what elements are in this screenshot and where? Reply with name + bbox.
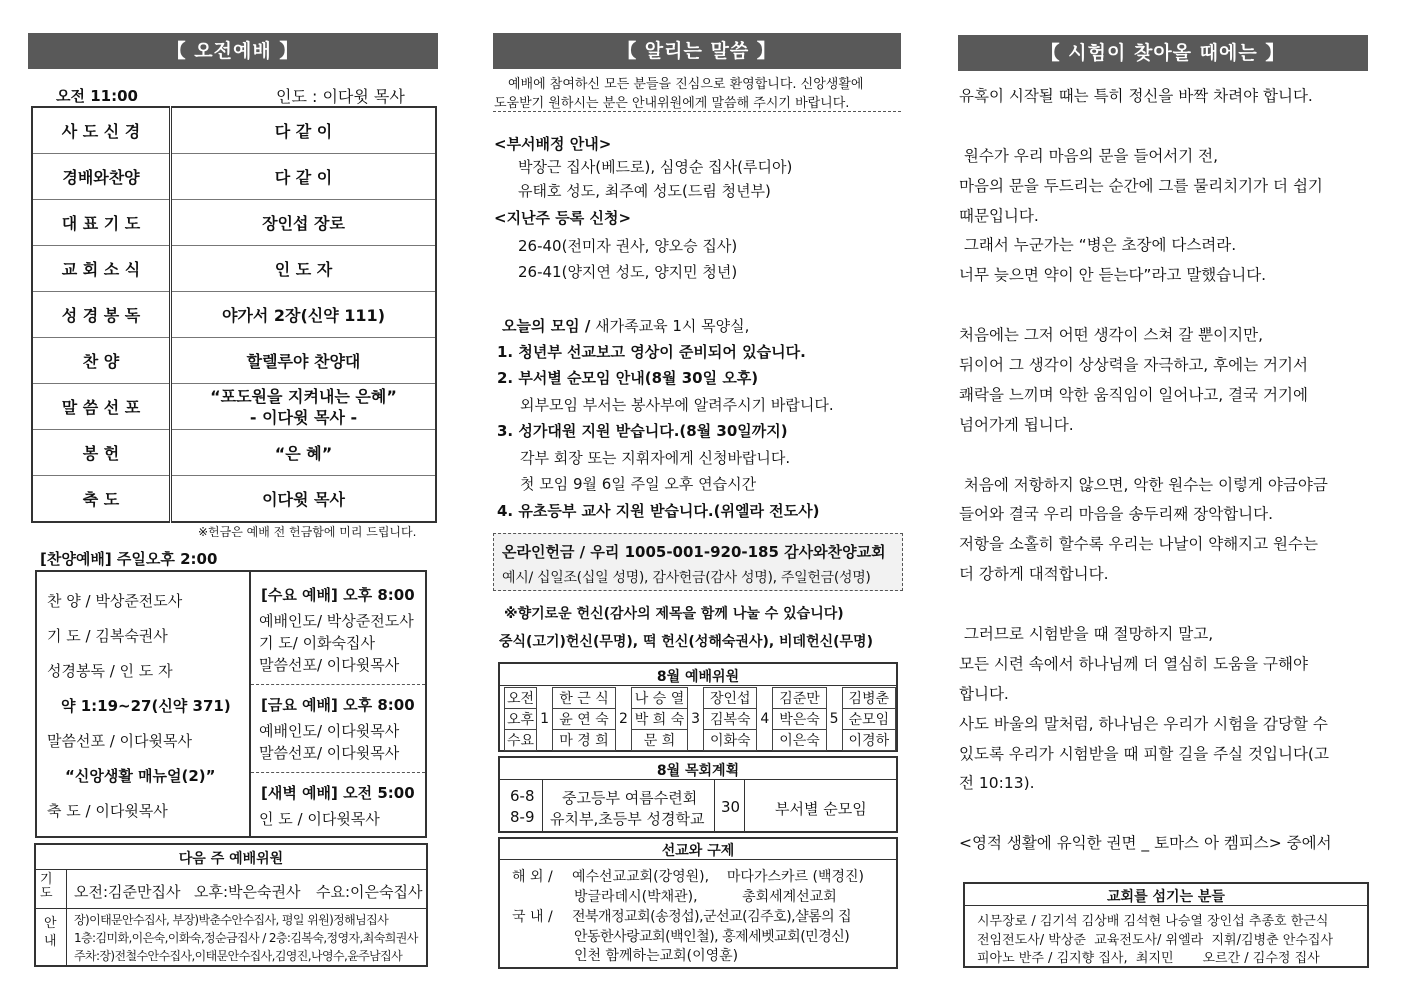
- divider: [66, 908, 67, 965]
- divider: [714, 779, 715, 831]
- afternoon-praise: 찬 양 / 박상준전도사: [47, 592, 183, 610]
- staff-name-cell: 마 경 희: [553, 730, 616, 751]
- staff-name-cell: 한 근 식: [553, 688, 616, 709]
- domestic-line1: 전북개정교회(송정섭),군선교(김주호),샬롬의 집: [572, 909, 852, 925]
- divider: [36, 908, 426, 909]
- notice-3-detail1: 각부 회장 또는 지휘자에게 신청바랍니다.: [520, 449, 791, 467]
- dawn-leader: 인 도 / 이다윗목사: [259, 810, 380, 828]
- wed-prayer: 기 도/ 이화숙집사: [259, 634, 376, 652]
- domestic-label: 국 내 /: [512, 909, 553, 925]
- meeting-text: 새가족교육 1시 목양실,: [590, 317, 750, 335]
- essay-line: 때문입니다.: [959, 206, 1039, 225]
- guide-line3: 주차:장)전철수안수집사,이태문안수집사,김영진,나영수,윤주남집사: [74, 949, 403, 963]
- divider: [36, 869, 426, 870]
- dept-line2: 유태호 성도, 최주예 성도(드림 청년부): [518, 182, 771, 200]
- august-plan-box: [498, 756, 898, 833]
- divider: [744, 779, 745, 831]
- sermon-title: “포도원을 지켜내는 은혜”: [210, 386, 397, 406]
- service-value: [171, 384, 437, 430]
- afternoon-prayer: 기 도 / 김복숙권사: [47, 627, 168, 645]
- church-staff-ministers: 전임전도사/ 박상준 교육전도사/ 위엘라 지휘/김병춘 안수집사: [977, 933, 1334, 948]
- plan-date2: 8-9: [510, 808, 535, 826]
- fragrant-offering-title: ※향기로운 헌신(감사의 제목을 함께 나눌 수 있습니다): [504, 606, 844, 622]
- overseas-line1: 예수선교교회(강영원), 마다가스카르 (백경진): [572, 869, 864, 885]
- staff-name-cell: 김병춘: [842, 688, 895, 709]
- notice-2-detail: 외부모임 부서는 봉사부에 알려주시기 바랍니다.: [520, 396, 834, 414]
- essay-line: 저항을 소홀히 할수록 우리는 나날이 약해지고 원수는: [959, 535, 1318, 554]
- essay-line: 더 강하게 대적합니다.: [959, 565, 1109, 584]
- fri-sermon: 말씀선포/ 이다윗목사: [259, 744, 400, 762]
- service-value: 다 같 이: [171, 107, 437, 154]
- overseas-line2: 방글라데시(박채관), 총회세계선교회: [574, 889, 837, 905]
- essay-line: 모든 시련 속에서 하나님께 더 열심히 도움을 구해야: [959, 654, 1308, 673]
- afternoon-benediction: 축 도 / 이다윗목사: [47, 802, 168, 820]
- divider: [500, 859, 896, 860]
- next-week-box: [34, 843, 428, 967]
- online-offering-box: [493, 533, 903, 591]
- next-week-title: 다음 주 예배위원: [178, 851, 284, 867]
- domestic-line3: 인천 함께하는교회(이영훈): [574, 948, 739, 964]
- afternoon-worship-title: [찬양예배] 주일오후 2:00: [40, 550, 218, 568]
- staff-name-cell: 순모임: [842, 709, 895, 730]
- blank-line: [959, 593, 1371, 623]
- service-label: 찬 양: [32, 338, 171, 384]
- wed-sermon: 말씀선포/ 이다윗목사: [259, 656, 400, 674]
- week-number: 5: [829, 711, 839, 727]
- next-pm: 오후:박은숙권사: [194, 883, 301, 901]
- meeting-label: 오늘의 모임 /: [502, 317, 591, 335]
- service-row: [32, 476, 436, 523]
- sermon-preacher: - 이다윗 목사 -: [249, 407, 358, 427]
- order-of-service-table: [31, 106, 437, 523]
- service-type-cell: 수요: [505, 730, 537, 751]
- staff-name-cell: 김복숙: [704, 709, 757, 730]
- fragrant-offering-list: 중식(고기)헌신(무명), 떡 헌신(성해숙권사), 비데헌신(무명): [499, 634, 873, 650]
- wed-leader: 예배인도/ 박상준전도사: [259, 612, 414, 630]
- divider: [965, 905, 1367, 906]
- temptation-essay: [959, 85, 1371, 862]
- guide-label: 안내: [44, 916, 57, 949]
- blank-line: [959, 294, 1371, 324]
- mission-title: 선교와 구제: [661, 843, 735, 859]
- essay-line: <영적 생활에 유익한 권면 _ 토마스 아 켐피스> 중에서: [959, 834, 1332, 853]
- essay-line: 그러므로 시험받을 때 절망하지 말고,: [959, 625, 1214, 644]
- week-number: 1: [540, 711, 550, 727]
- blank-line: [959, 115, 1371, 145]
- service-row: [32, 107, 436, 154]
- service-label: 성 경 봉 독: [32, 292, 171, 338]
- service-row: [32, 338, 436, 384]
- dept-title: <부서배정 안내>: [494, 135, 612, 153]
- august-staff-row: [505, 688, 896, 709]
- essay-line: 전 10:13).: [959, 774, 1035, 793]
- next-am: 오전:김준만집사: [74, 883, 181, 901]
- guide-line1: 장)이태문안수집사, 부장)박춘수안수집사, 평일 위원)정해님집사: [74, 913, 389, 927]
- registration-title: <지난주 등록 신청>: [494, 209, 632, 227]
- afternoon-scripture: 약 1:19~27(신약 371): [61, 697, 231, 715]
- august-staff-title: 8월 예배위원: [656, 669, 740, 685]
- morning-worship-header: 【 오전예배 】: [28, 33, 438, 69]
- service-row: [32, 200, 436, 246]
- divider: [500, 779, 896, 780]
- week-number: 3: [691, 711, 701, 727]
- august-worship-staff-box: [498, 662, 898, 752]
- online-offering-account: 온라인헌금 / 우리 1005-001-920-185 감사와찬양교회: [502, 543, 886, 561]
- prayer-label: 기도: [40, 872, 53, 901]
- staff-name-cell: 박은숙: [773, 709, 826, 730]
- divider: [500, 685, 896, 686]
- essay-line: 들어와 결국 우리 마음을 송두리째 장악합니다.: [959, 505, 1274, 524]
- afternoon-reading: 성경봉독 / 인 도 자: [47, 662, 173, 680]
- notice-2: 2. 부서별 순모임 안내(8월 30일 오후): [497, 369, 759, 387]
- service-label: 교 회 소 식: [32, 246, 171, 292]
- essay-line: 넘어가게 됩니다.: [959, 415, 1074, 434]
- staff-name-cell: 문 희: [631, 730, 687, 751]
- staff-name-cell: 이은숙: [773, 730, 826, 751]
- plan-date1: 6-8: [510, 787, 535, 805]
- temptation-header: 【 시험이 찾아올 때에는 】: [958, 35, 1368, 71]
- service-type-cell: 오전: [505, 688, 537, 709]
- service-row: [32, 384, 436, 430]
- wed-title: [수요 예배] 오후 8:00: [261, 586, 415, 604]
- service-value: 야가서 2장(신약 111): [171, 292, 437, 338]
- church-staff-title: 교회를 섬기는 분들: [1107, 889, 1225, 905]
- fri-leader: 예배인도/ 이다윗목사: [259, 722, 400, 740]
- notice-3: 3. 성가대원 지원 받습니다.(8월 30일까지): [497, 422, 788, 440]
- overseas-label: 해 외 /: [512, 869, 553, 885]
- welcome-line1: 예배에 참여하신 모든 분들을 진심으로 환영합니다. 신앙생활에: [508, 77, 864, 92]
- dept-line1: 박장근 집사(베드로), 심영순 집사(루디아): [518, 158, 793, 176]
- service-label: 경배와찬양: [32, 154, 171, 200]
- essay-line: 합니다.: [959, 684, 1009, 703]
- essay-line: 너무 늦으면 약이 안 듣는다”라고 말했습니다.: [959, 266, 1267, 285]
- service-value: 인 도 자: [171, 246, 437, 292]
- week-number: 2: [619, 711, 628, 727]
- essay-line: 있도록 우리가 시험받을 때 피할 길을 주실 것입니다(고: [959, 744, 1329, 763]
- next-wed: 수요:이은숙집사: [316, 883, 423, 901]
- essay-line: 원수가 우리 마음의 문을 들어서기 전,: [959, 146, 1219, 165]
- plan-event3: 부서별 순모임: [775, 800, 867, 818]
- service-label: 말 씀 선 포: [32, 384, 171, 430]
- church-staff-musicians: 피아노 반주 / 김지향 집사, 최지민 오르간 / 김수정 집사: [977, 951, 1320, 966]
- online-offering-example: 예시/ 십일조(십일 성명), 감사헌금(감사 성명), 주일헌금(성명): [502, 570, 871, 586]
- essay-line: 뒤이어 그 생각이 상상력을 자극하고, 후에는 거기서: [959, 356, 1308, 375]
- mission-relief-box: [498, 837, 898, 969]
- blank-line: [959, 802, 1371, 832]
- august-plan-title: 8월 목회계획: [656, 763, 740, 779]
- blank-line: [959, 444, 1371, 474]
- staff-name-cell: 나 승 열: [631, 688, 687, 709]
- essay-line: 처음에 저항하지 않으면, 악한 원수는 이렇게 야금야금: [959, 475, 1328, 494]
- service-row: [32, 292, 436, 338]
- announcements-header: 【 알리는 말씀 】: [493, 33, 901, 69]
- divider: [251, 772, 425, 773]
- service-label: 사 도 신 경: [32, 107, 171, 154]
- essay-line: 처음에는 그저 어떤 생각이 스쳐 갈 뿐이지만,: [959, 326, 1264, 345]
- service-value: 장인섭 장로: [171, 200, 437, 246]
- registration-line1: 26-40(전미자 권사, 양오승 집사): [518, 237, 738, 255]
- service-label: 축 도: [32, 476, 171, 523]
- service-value: 할렐루야 찬양대: [171, 338, 437, 384]
- afternoon-sermon-title: “신앙생활 매뉴얼(2)”: [65, 767, 216, 785]
- todays-meeting: [502, 315, 749, 336]
- service-value: “은 혜”: [171, 430, 437, 476]
- offering-note: ※헌금은 예배 전 헌금함에 미리 드립니다.: [198, 525, 417, 539]
- service-label: 봉 헌: [32, 430, 171, 476]
- service-row: [32, 430, 436, 476]
- afternoon-worship-box: [35, 570, 251, 838]
- plan-event2: 유치부,초등부 성경학교: [550, 810, 705, 828]
- notice-3-detail2: 첫 모임 9월 6일 주일 오후 연습시간: [520, 475, 757, 493]
- august-staff-grid: [504, 687, 896, 751]
- afternoon-sermon: 말씀선포 / 이다윗목사: [47, 732, 193, 750]
- week-number: 4: [760, 711, 770, 727]
- domestic-line2: 안동한사랑교회(백인철), 홍제세벳교회(민경신): [574, 929, 850, 945]
- service-type-cell: 오후: [505, 709, 537, 730]
- registration-line2: 26-41(양지연 성도, 양지민 청년): [518, 263, 738, 281]
- essay-line: 유혹이 시작될 때는 특히 정신을 바짝 차려야 합니다.: [959, 87, 1313, 105]
- staff-name-cell: 이화숙: [704, 730, 757, 751]
- service-label: 대 표 기 도: [32, 200, 171, 246]
- service-row: [32, 246, 436, 292]
- dawn-title: [새벽 예배] 오전 5:00: [261, 784, 415, 802]
- staff-name-cell: 박 희 숙: [631, 709, 687, 730]
- divider: [542, 779, 543, 831]
- staff-name-cell: 윤 연 숙: [553, 709, 616, 730]
- essay-line: 쾌락을 느끼며 악한 움직임이 일어나고, 결국 거기에: [959, 385, 1308, 404]
- church-staff-elders: 시무장로 / 김기석 김상배 김석현 나승열 장인섭 추종호 한근식: [977, 914, 1329, 929]
- staff-name-cell: 김준만: [773, 688, 826, 709]
- staff-name-cell: 장인섭: [704, 688, 757, 709]
- weekday-worship-box: [249, 570, 427, 838]
- essay-line: 사도 바울의 말처럼, 하나님은 우리가 시험을 감당할 수: [959, 714, 1328, 733]
- staff-name-cell: 이경하: [842, 730, 895, 751]
- guide-line2: 1층:김미화,이은숙,이화숙,정순금집사 / 2층:김복숙,정영자,최숙희권사: [74, 931, 418, 945]
- plan-event1: 중고등부 여름수련회: [562, 789, 698, 807]
- welcome-line2: 도움받기 원하시는 분은 안내위원에게 말씀해 주시기 바랍니다.: [494, 96, 850, 111]
- service-value: 다 같 이: [171, 154, 437, 200]
- notice-1: 1. 청년부 선교보고 영상이 준비되어 있습니다.: [497, 343, 806, 361]
- service-time: 오전 11:00: [56, 87, 138, 105]
- divider: [66, 869, 67, 909]
- notice-4: 4. 유초등부 교사 지원 받습니다.(위엘라 전도사): [497, 502, 820, 520]
- service-value: 이다윗 목사: [262, 490, 345, 509]
- fri-title: [금요 예배] 오후 8:00: [261, 696, 415, 714]
- essay-line: 마음의 문을 두드리는 순간에 그를 물리치기가 더 쉽기: [959, 176, 1323, 195]
- church-staff-box: [963, 882, 1369, 968]
- service-leader: 인도 : 이다윗 목사: [276, 87, 405, 106]
- plan-date3: 30: [721, 798, 741, 816]
- divider: [493, 111, 901, 112]
- service-row: [32, 154, 436, 200]
- essay-line: 그래서 누군가는 “병은 초장에 다스려라.: [959, 236, 1237, 255]
- divider: [251, 684, 425, 685]
